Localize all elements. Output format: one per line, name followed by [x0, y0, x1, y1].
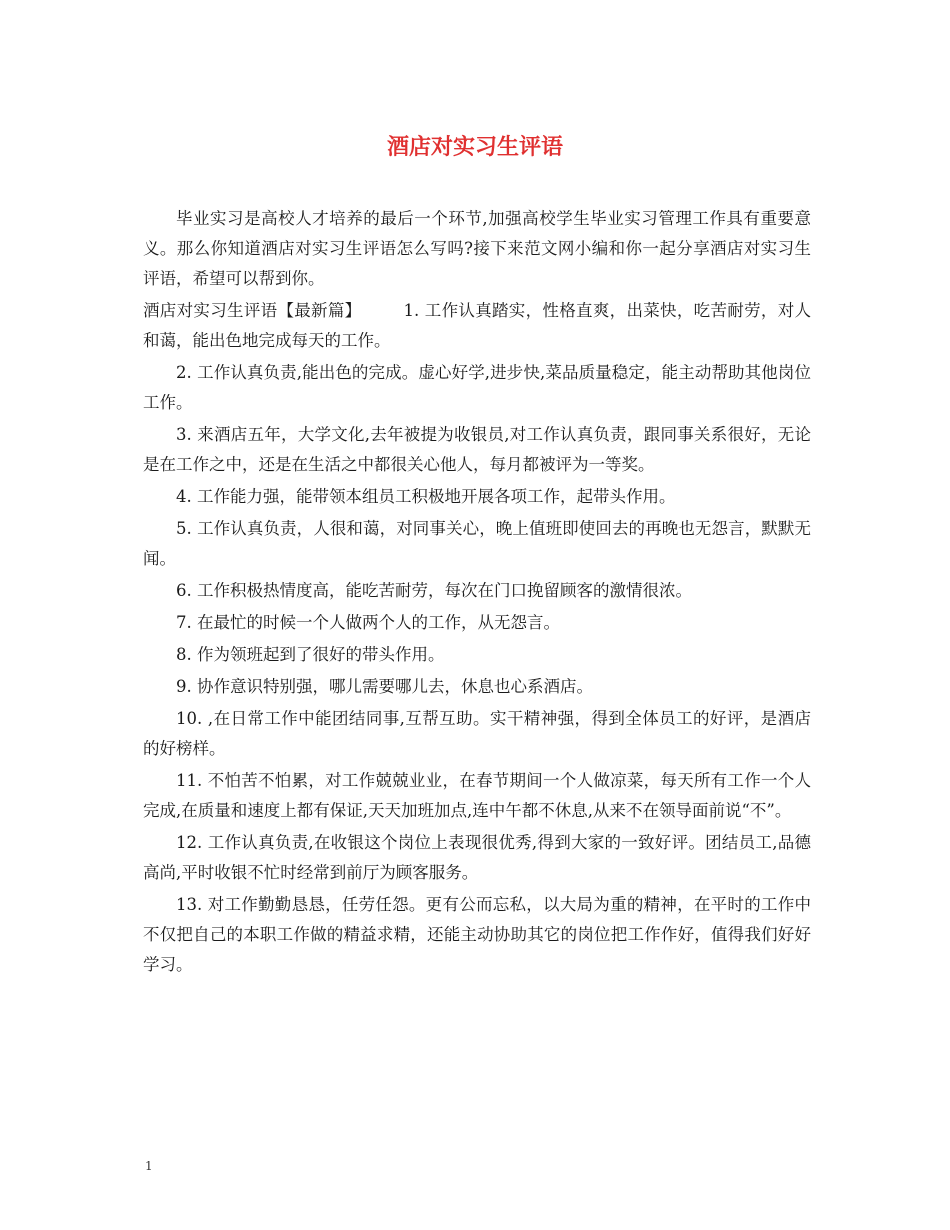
list-item: 1. 工作认真踏实，性格直爽，出菜快，吃苦耐劳，对人和蔼，能出色地完成每天的工作。 — [143, 301, 811, 350]
intro-paragraph: 毕业实习是高校人才培养的最后一个环节,加强高校学生毕业实习管理工作具有重要意义。那么你知道酒店对实习生评语怎么写吗?接下来范文网小编和你一起分享酒店对实习生评语，希望可以帮到你。 — [143, 209, 811, 288]
list-item: 2. 工作认真负责,能出色的完成。虚心好学,进步快,菜品质量稳定，能主动帮助其他岗位工作。 — [143, 363, 811, 412]
list-item: 8. 作为领班起到了很好的带头作用。 — [176, 645, 445, 664]
list-item: 13. 对工作勤勤恳恳，任劳任怨。更有公而忘私，以大局为重的精神，在平时的工作中不仅把自己的本职工作做的精益求精，还能主动协助其它的岗位把工作作好，值得我们好好学习。 — [143, 895, 811, 974]
page-number: 1 — [145, 1159, 153, 1173]
list-item: 6. 工作积极热情度高，能吃苦耐劳，每次在门口挽留顾客的激情很浓。 — [176, 581, 692, 600]
list-item: 12. 工作认真负责,在收银这个岗位上表现很优秀,得到大家的一致好评。团结员工,品德高尚,平时收银不忙时经常到前厅为顾客服务。 — [143, 833, 811, 882]
document-body — [143, 204, 811, 982]
list-item: 7. 在最忙的时候一个人做两个人的工作，从无怨言。 — [176, 613, 560, 632]
list-item: 11. 不怕苦不怕累，对工作兢兢业业，在春节期间一个人做凉菜，每天所有工作一个人完成,在质量和速度上都有保证,天天加班加点,连中午都不休息,从来不在领导面前说“不”。 — [143, 771, 811, 820]
list-item: 3. 来酒店五年，大学文化,去年被提为收银员,对工作认真负责，跟同事关系很好，无论是在工作之中，还是在生活之中都很关心他人，每月都被评为一等奖。 — [143, 425, 811, 474]
list-item: 4. 工作能力强，能带领本组员工积极地开展各项工作，起带头作用。 — [176, 487, 676, 506]
list-item: 9. 协作意识特别强，哪儿需要哪儿去，休息也心系酒店。 — [176, 677, 593, 696]
section-heading: 酒店对实习生评语【最新篇】 — [143, 301, 362, 320]
section-heading-line — [143, 296, 811, 356]
document-title: 酒店对实习生评语 — [386, 134, 563, 160]
list-item: 5. 工作认真负责，人很和蔼，对同事关心，晚上值班即使回去的再晚也无怨言，默默无闻。 — [143, 519, 811, 568]
list-item: 10. ,在日常工作中能团结同事,互帮互助。实干精神强，得到全体员工的好评，是酒店的好榜样。 — [143, 709, 811, 758]
